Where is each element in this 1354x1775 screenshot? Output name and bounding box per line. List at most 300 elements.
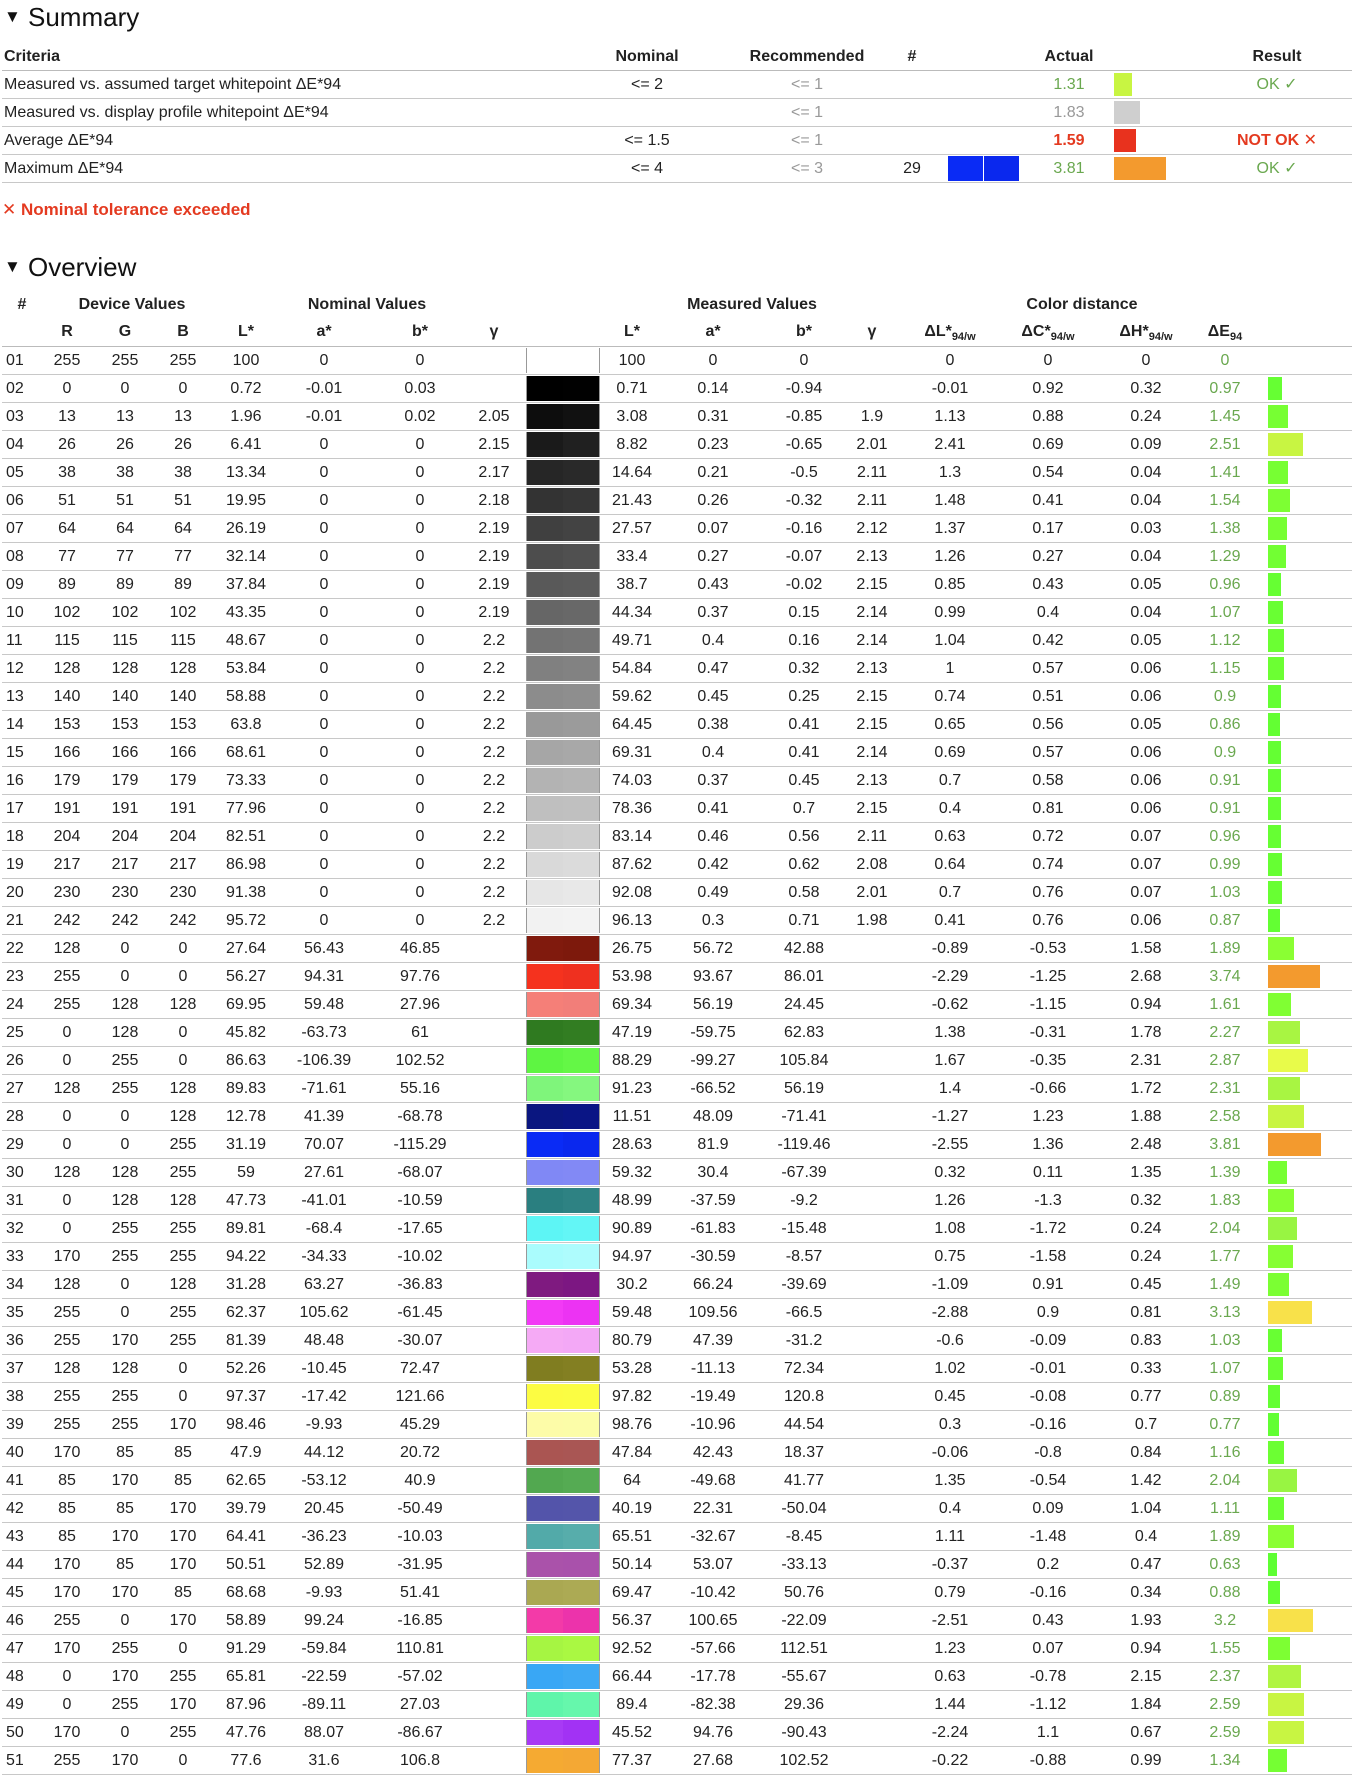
device-r: 230	[53, 884, 81, 901]
device-g: 255	[111, 1640, 139, 1657]
measured-gamma	[842, 1747, 902, 1774]
delta-c: -0.88	[1029, 1752, 1067, 1769]
nominal-gamma	[464, 1607, 524, 1634]
measured-gamma	[842, 1047, 902, 1074]
delta-h: 0.07	[1130, 828, 1162, 845]
measured-color-half	[563, 740, 599, 765]
delta-l: 1.44	[934, 1696, 966, 1713]
overview-row	[2, 823, 1352, 851]
measured-l: 100	[618, 352, 646, 369]
nominal-a: 94.31	[303, 968, 345, 985]
device-g: 255	[111, 1388, 139, 1405]
delta-e-bar	[1268, 937, 1294, 960]
measured-l: 78.36	[611, 800, 653, 817]
nominal-a: -68.4	[305, 1220, 343, 1237]
patch-id: 44	[6, 1556, 24, 1573]
nominal-color-half	[527, 852, 563, 877]
delta-c: -0.16	[1029, 1584, 1067, 1601]
measured-l: 83.14	[611, 828, 653, 845]
nominal-b: 121.66	[395, 1388, 445, 1405]
color-swatch	[526, 1104, 600, 1129]
device-g: 255	[111, 1696, 139, 1713]
measured-gamma	[842, 1663, 902, 1690]
nominal-tolerance-note: ✕ Nominal tolerance exceeded	[2, 200, 251, 219]
patch-id: 19	[6, 856, 24, 873]
nominal-gamma	[464, 347, 524, 374]
device-g: 255	[111, 1220, 139, 1237]
measured-gamma	[842, 1495, 902, 1522]
nominal-b: 27.96	[399, 996, 441, 1013]
measured-color-half	[563, 1216, 599, 1241]
nominal-l: 62.37	[225, 1304, 267, 1321]
delta-e: 0.96	[1209, 576, 1241, 593]
overview-row	[2, 1103, 1352, 1131]
measured-color-half	[563, 656, 599, 681]
patch-id: 21	[6, 912, 24, 929]
patch-id: 16	[6, 772, 24, 789]
summary-row	[2, 155, 1352, 183]
measured-color-half	[563, 992, 599, 1017]
delta-e-bar	[1268, 1385, 1280, 1408]
actual-value: 1.59	[1053, 132, 1085, 149]
device-b: 204	[169, 828, 197, 845]
color-swatch	[526, 1300, 600, 1325]
nominal-b: 0	[415, 912, 425, 929]
measured-b: -67.39	[781, 1164, 827, 1181]
summary-section-toggle[interactable]	[4, 0, 139, 34]
measured-b: -15.48	[781, 1220, 827, 1237]
delta-e: 1.77	[1209, 1248, 1241, 1265]
measured-b: -0.02	[785, 576, 823, 593]
delta-e-bar	[1268, 1133, 1321, 1156]
measured-b: 120.8	[783, 1388, 825, 1405]
header-number: #	[907, 48, 917, 65]
nominal-b: -31.95	[397, 1556, 443, 1573]
nominal-color-half	[527, 348, 563, 373]
column-header-mg: γ	[867, 323, 877, 340]
delta-l: 0.74	[934, 688, 966, 705]
measured-b: 24.45	[783, 996, 825, 1013]
delta-e: 0.97	[1209, 380, 1241, 397]
nominal-color-half	[527, 1748, 563, 1773]
patch-id: 51	[6, 1752, 24, 1769]
delta-e-bar	[1268, 1105, 1304, 1128]
nominal-color-half	[527, 516, 563, 541]
measured-b: 41.77	[783, 1472, 825, 1489]
nominal-a: 0	[319, 828, 329, 845]
overview-row	[2, 851, 1352, 879]
nominal-color-half	[527, 1244, 563, 1269]
color-swatch	[526, 348, 600, 373]
delta-c: -0.66	[1029, 1080, 1067, 1097]
delta-c: 0	[1043, 352, 1053, 369]
measured-color-half	[563, 1020, 599, 1045]
delta-e: 1.16	[1209, 1444, 1241, 1461]
measured-b: 0.32	[788, 660, 820, 677]
delta-e-bar	[1268, 489, 1290, 512]
nominal-a: -22.59	[301, 1668, 347, 1685]
delta-e: 1.07	[1209, 604, 1241, 621]
measured-color-half	[563, 1356, 599, 1381]
color-swatch	[526, 544, 600, 569]
device-g: 204	[111, 828, 139, 845]
delta-c: 0.57	[1032, 660, 1064, 677]
delta-h: 0.99	[1130, 1752, 1162, 1769]
delta-e-bar	[1268, 1329, 1282, 1352]
device-g: 128	[111, 660, 139, 677]
overview-column-header-row	[2, 318, 1352, 347]
patch-id: 37	[6, 1360, 24, 1377]
color-swatch	[526, 1356, 600, 1381]
measured-gamma	[842, 1215, 902, 1242]
nominal-gamma	[464, 1467, 524, 1494]
nominal-l: 89.83	[225, 1080, 267, 1097]
patch-id: 36	[6, 1332, 24, 1349]
device-b: 0	[178, 380, 188, 397]
measured-l: 30.2	[616, 1276, 648, 1293]
overview-row	[2, 963, 1352, 991]
measured-a: 81.9	[697, 1136, 729, 1153]
measured-gamma	[842, 375, 902, 402]
nominal-l: 58.88	[225, 688, 267, 705]
patch-id: 38	[6, 1388, 24, 1405]
device-r: 0	[62, 1668, 72, 1685]
delta-e-bar	[1268, 1021, 1300, 1044]
device-g: 128	[111, 1164, 139, 1181]
delta-c: -0.78	[1029, 1668, 1067, 1685]
delta-l: -0.22	[931, 1752, 969, 1769]
measured-color-half	[563, 1440, 599, 1465]
delta-l: 1.4	[938, 1080, 962, 1097]
measured-gamma: 2.14	[856, 744, 888, 761]
device-g: 191	[111, 800, 139, 817]
nominal-l: 91.29	[225, 1640, 267, 1657]
delta-h: 0.7	[1134, 1416, 1158, 1433]
delta-c: 0.17	[1032, 520, 1064, 537]
nominal-color-half	[527, 1300, 563, 1325]
device-b: 0	[178, 968, 188, 985]
delta-e: 0.91	[1209, 772, 1241, 789]
device-r: 128	[53, 1276, 81, 1293]
measured-a: 30.4	[697, 1164, 729, 1181]
delta-l: 0.7	[938, 772, 962, 789]
patch-id: 40	[6, 1444, 24, 1461]
device-g: 166	[111, 744, 139, 761]
measured-b: 50.76	[783, 1584, 825, 1601]
measured-color-half	[563, 1244, 599, 1269]
measured-a: 109.56	[688, 1304, 738, 1321]
actual-value: 3.81	[1053, 160, 1085, 177]
measured-l: 66.44	[611, 1668, 653, 1685]
color-swatch	[526, 1496, 600, 1521]
nominal-color-half	[527, 600, 563, 625]
nominal-a: -0.01	[305, 408, 343, 425]
measured-a: -10.96	[690, 1416, 736, 1433]
column-header-subscript: 94/w	[1050, 331, 1075, 344]
measured-l: 92.08	[611, 884, 653, 901]
device-r: 255	[53, 1304, 81, 1321]
nominal-a: 0	[319, 520, 329, 537]
recommended-cell: <= 3	[790, 160, 824, 177]
nominal-color-half	[527, 1720, 563, 1745]
overview-row	[2, 879, 1352, 907]
overview-row	[2, 543, 1352, 571]
delta-l: -2.55	[931, 1136, 969, 1153]
nominal-b: -30.07	[397, 1332, 443, 1349]
nominal-b: 40.9	[404, 1472, 436, 1489]
delta-l: 1.35	[934, 1472, 966, 1489]
measured-color-half	[563, 1272, 599, 1297]
nominal-l: 45.82	[225, 1024, 267, 1041]
delta-e-bar	[1268, 1749, 1287, 1772]
nominal-gamma	[464, 963, 524, 990]
measured-b: 0.16	[788, 632, 820, 649]
measured-gamma	[842, 1579, 902, 1606]
nominal-b: 0	[415, 436, 425, 453]
device-r: 179	[53, 772, 81, 789]
measured-gamma	[842, 1131, 902, 1158]
measured-b: -8.45	[785, 1528, 823, 1545]
nominal-color-half	[527, 376, 563, 401]
measured-gamma	[842, 1075, 902, 1102]
device-r: 170	[53, 1556, 81, 1573]
device-g: 0	[120, 1612, 130, 1629]
device-r: 0	[62, 1220, 72, 1237]
delta-h: 0.07	[1130, 856, 1162, 873]
device-g: 0	[120, 1108, 130, 1125]
delta-h: 1.78	[1130, 1024, 1162, 1041]
nominal-b: 0.02	[404, 408, 436, 425]
patch-id: 01	[6, 352, 24, 369]
nominal-cell	[562, 99, 732, 126]
device-r: 255	[53, 996, 81, 1013]
delta-c: -1.72	[1029, 1220, 1067, 1237]
measured-l: 11.51	[612, 1108, 652, 1125]
measured-gamma	[842, 1607, 902, 1634]
measured-b: 0.41	[788, 744, 820, 761]
measured-l: 14.64	[611, 464, 653, 481]
delta-h: 0.04	[1130, 464, 1162, 481]
delta-l: 0.32	[934, 1164, 966, 1181]
nominal-a: -106.39	[296, 1052, 352, 1069]
color-swatch	[526, 1608, 600, 1633]
measured-l: 33.4	[616, 548, 648, 565]
nominal-b: 102.52	[395, 1052, 445, 1069]
delta-c: 0.57	[1032, 744, 1064, 761]
color-swatch	[526, 852, 600, 877]
nominal-l: 12.78	[225, 1108, 267, 1125]
patch-id: 39	[6, 1416, 24, 1433]
delta-h: 0.81	[1130, 1304, 1162, 1321]
device-b: 255	[169, 1220, 197, 1237]
color-swatch	[526, 880, 600, 905]
delta-e-bar	[1268, 1413, 1279, 1436]
nominal-l: 47.9	[230, 1444, 262, 1461]
measured-l: 59.62	[611, 688, 653, 705]
nominal-l: 63.8	[230, 716, 262, 733]
recommended-cell: <= 1	[790, 132, 824, 149]
nominal-a: 56.43	[303, 940, 345, 957]
measured-a: 94.76	[692, 1724, 734, 1741]
color-swatch	[526, 1132, 600, 1157]
nominal-a: -71.61	[301, 1080, 347, 1097]
device-b: 128	[169, 1192, 197, 1209]
device-r: 128	[53, 940, 81, 957]
delta-h: 0.07	[1130, 884, 1162, 901]
delta-c: 0.76	[1032, 912, 1064, 929]
measured-gamma: 2.15	[856, 716, 888, 733]
delta-e: 3.13	[1209, 1304, 1241, 1321]
overview-row	[2, 1075, 1352, 1103]
header-nominal: Nominal	[615, 48, 679, 65]
nominal-color-half	[527, 1524, 563, 1549]
nominal-gamma	[464, 1355, 524, 1382]
measured-color-half	[563, 1636, 599, 1661]
patch-id: 11	[6, 632, 23, 649]
delta-e: 1.12	[1209, 632, 1241, 649]
nominal-color-half	[527, 1076, 563, 1101]
overview-row	[2, 1187, 1352, 1215]
device-g: 170	[111, 1584, 139, 1601]
device-g: 85	[116, 1444, 134, 1461]
measured-l: 47.84	[611, 1444, 653, 1461]
delta-c: 1.23	[1032, 1108, 1064, 1125]
measured-a: 0.4	[701, 744, 725, 761]
device-r: 0	[62, 1108, 72, 1125]
device-b: 51	[174, 492, 192, 509]
measured-l: 64	[623, 1472, 641, 1489]
delta-e-bar	[1268, 1581, 1280, 1604]
device-g: 140	[111, 688, 139, 705]
delta-e-bar	[1268, 1357, 1283, 1380]
delta-c: 0.09	[1032, 1500, 1064, 1517]
nominal-a: 27.61	[303, 1164, 345, 1181]
color-swatch	[526, 908, 600, 933]
nominal-a: 0	[319, 884, 329, 901]
overview-row	[2, 1159, 1352, 1187]
overview-row	[2, 515, 1352, 543]
color-swatch	[526, 1440, 600, 1465]
device-g: 170	[111, 1752, 139, 1769]
patch-id: 07	[6, 520, 24, 537]
device-r: 128	[53, 660, 81, 677]
nominal-l: 58.89	[225, 1612, 267, 1629]
measured-gamma	[842, 963, 902, 990]
delta-e-bar	[1268, 1553, 1277, 1576]
device-b: 217	[169, 856, 197, 873]
column-header-label: ΔL*	[924, 323, 952, 340]
overview-row	[2, 1635, 1352, 1663]
device-g: 170	[111, 1472, 139, 1489]
delta-e-bar	[1268, 825, 1281, 848]
measured-l: 27.57	[611, 520, 653, 537]
delta-e: 2.27	[1209, 1024, 1241, 1041]
delta-l: -2.29	[931, 968, 969, 985]
device-r: 26	[58, 436, 76, 453]
device-b: 128	[169, 996, 197, 1013]
nominal-color-half	[527, 1020, 563, 1045]
delta-h: 0.09	[1130, 436, 1162, 453]
delta-h: 0.24	[1130, 408, 1162, 425]
delta-e: 0.96	[1209, 828, 1241, 845]
delta-l: -0.06	[931, 1444, 969, 1461]
measured-gamma	[842, 1411, 902, 1438]
overview-row	[2, 739, 1352, 767]
nominal-color-half	[527, 1132, 563, 1157]
measured-color-half	[563, 572, 599, 597]
measured-b: 112.51	[780, 1640, 828, 1657]
nominal-l: 86.63	[225, 1052, 267, 1069]
nominal-b: 55.16	[399, 1080, 441, 1097]
nominal-color-half	[527, 1496, 563, 1521]
measured-color-half	[563, 1748, 599, 1773]
device-b: 0	[178, 940, 188, 957]
measured-l: 8.82	[616, 436, 648, 453]
delta-e: 2.04	[1209, 1220, 1241, 1237]
nominal-gamma: 2.2	[482, 884, 506, 901]
color-swatch	[526, 1636, 600, 1661]
nominal-b: 20.72	[399, 1444, 441, 1461]
delta-c: -0.54	[1029, 1472, 1067, 1489]
measured-l: 69.47	[611, 1584, 653, 1601]
measured-gamma: 2.08	[856, 856, 888, 873]
header-result: Result	[1252, 48, 1302, 65]
measured-l: 54.84	[611, 660, 653, 677]
delta-e-bar	[1268, 517, 1287, 540]
delta-h: 0.33	[1130, 1360, 1162, 1377]
measured-a: -61.83	[690, 1220, 736, 1237]
color-patch-swatch	[984, 156, 1019, 181]
delta-h: 0.83	[1130, 1332, 1162, 1349]
color-swatch	[526, 572, 600, 597]
delta-e: 3.2	[1213, 1612, 1237, 1629]
actual-bar	[1114, 101, 1140, 124]
overview-section-toggle[interactable]	[4, 250, 136, 284]
nominal-a: 105.62	[299, 1304, 349, 1321]
delta-e: 0.87	[1209, 912, 1241, 929]
device-g: 64	[116, 520, 134, 537]
delta-h: 0.03	[1130, 520, 1162, 537]
color-swatch	[526, 1188, 600, 1213]
column-header-nb: b*	[412, 323, 428, 340]
delta-c: 0.72	[1032, 828, 1064, 845]
delta-h: 0.04	[1130, 604, 1162, 621]
delta-e-bar	[1268, 405, 1288, 428]
nominal-gamma	[464, 1159, 524, 1186]
nominal-l: 91.38	[225, 884, 267, 901]
nominal-color-half	[527, 1216, 563, 1241]
nominal-l: 89.81	[225, 1220, 267, 1237]
measured-gamma: 1.9	[860, 408, 884, 425]
delta-c: 0.81	[1032, 800, 1064, 817]
criteria-cell: Measured vs. display profile whitepoint ΔE*94	[4, 104, 329, 121]
measured-gamma: 2.11	[857, 828, 887, 845]
device-b: 26	[174, 436, 192, 453]
patch-id: 50	[6, 1724, 24, 1741]
nominal-cell: <= 2	[630, 76, 664, 93]
nominal-gamma: 2.2	[482, 632, 506, 649]
column-header-na: a*	[316, 323, 332, 340]
device-b: 128	[169, 1276, 197, 1293]
column-header-r: R	[61, 323, 73, 340]
delta-e: 3.74	[1209, 968, 1241, 985]
column-header-dl	[910, 318, 990, 345]
device-r: 255	[53, 1416, 81, 1433]
nominal-l: 94.22	[225, 1248, 267, 1265]
measured-l: 44.34	[611, 604, 653, 621]
measured-a: 0.49	[697, 884, 729, 901]
nominal-a: 63.27	[303, 1276, 345, 1293]
